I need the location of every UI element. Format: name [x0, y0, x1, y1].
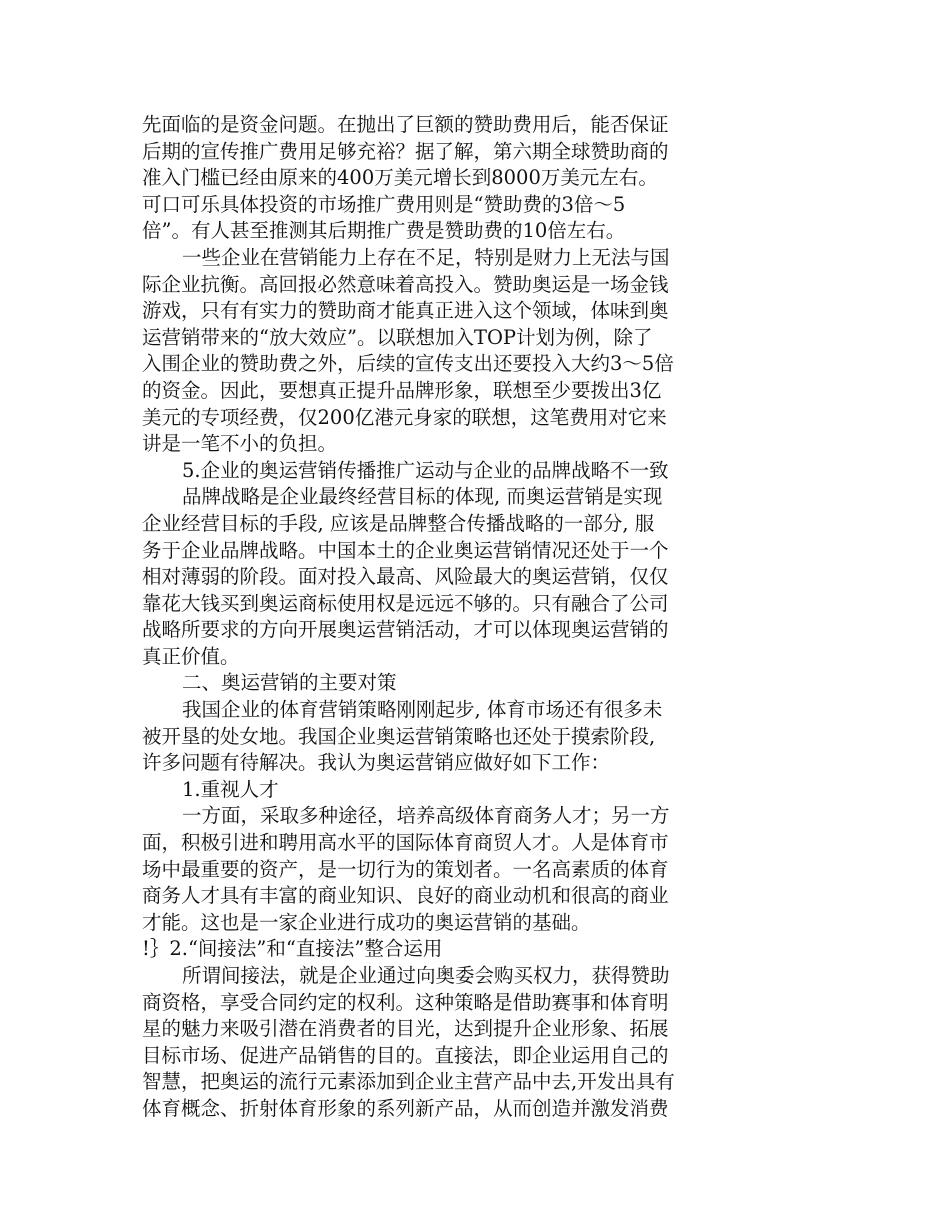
section-heading: 5.企业的奥运营销传播推广运动与企业的品牌战略不一致	[182, 458, 669, 482]
text-line: 后期的宣传推广费用足够充裕？据了解，第六期全球赞助商的	[142, 139, 669, 163]
text-line: 企业经营目标的手段, 应该是品牌整合传播战略的一部分, 服	[142, 511, 655, 535]
text-line: 讲是一笔不小的负担。	[142, 432, 338, 456]
text-line: 游戏，只有有实力的赞助商才能真正进入这个领域，体味到奥	[142, 299, 669, 323]
text-line: 商资格，享受合同约定的权利。这种策略是借助赛事和体育明	[142, 990, 669, 1014]
text-line: 许多问题有待解决。我认为奥运营销应做好如下工作：	[142, 751, 611, 775]
text-line: 的资金。因此，要想真正提升品牌形象，联想至少要拨出3亿	[142, 378, 662, 402]
text-line: 商务人才具有丰富的商业知识、良好的商业动机和很高的商业	[142, 884, 669, 908]
text-line: 真正价值。	[142, 644, 240, 668]
text-line: 运营销带来的“放大效应”。以联想加入TOP计划为例，除了	[142, 325, 653, 349]
text-line: 美元的专项经费，仅200亿港元身家的联想，这笔费用对它来	[142, 405, 667, 429]
text-line: 才能。这也是一家企业进行成功的奥运营销的基础。	[142, 910, 591, 934]
text-line: 面，积极引进和聘用高水平的国际体育商贸人才。人是体育市	[142, 831, 669, 855]
text-line: 战略所要求的方向开展奥运营销活动，才可以体现奥运营销的	[142, 618, 669, 642]
text-line: 靠花大钱买到奥运商标使用权是远远不够的。只有融合了公司	[142, 591, 669, 615]
document-body	[142, 112, 742, 1123]
text-line: 准入门槛已经由原来的400万美元增长到8000万美元左右。	[142, 166, 658, 190]
text-line: 体育概念、折射体育形象的系列新产品，从而创造并激发消费	[142, 1096, 669, 1120]
text-line: 相对薄弱的阶段。面对投入最高、风险最大的奥运营销，仅仅	[142, 565, 669, 589]
text-line: 际企业抗衡。高回报必然意味着高投入。赞助奥运是一场金钱	[142, 272, 669, 296]
text-line: 星的魅力来吸引潜在消费者的目光，达到提升企业形象、拓展	[142, 1017, 669, 1041]
text-line: 被开垦的处女地。我国企业奥运营销策略也还处于摸索阶段,	[142, 724, 656, 748]
paragraph-start-line: 一方面，采取多种途径，培养高级体育商务人才；另一方	[182, 804, 670, 828]
paragraph-start-line: 所谓间接法，就是企业通过向奥委会购买权力，获得赞助	[182, 964, 670, 987]
section-heading: 二、奥运营销的主要对策	[182, 671, 397, 695]
section-heading: 1.重视人才	[182, 777, 279, 801]
text-line: 场中最重要的资产，是一切行为的策划者。一名高素质的体育	[142, 857, 669, 881]
text-line: 目标市场、促进产品销售的目的。直接法，即企业运用自己的	[142, 1043, 669, 1067]
text-line: 智慧，把奥运的流行元素添加到企业主营产品中去,开发出具有	[142, 1070, 675, 1094]
text-line: 先面临的是资金问题。在抛出了巨额的赞助费用后，能否保证	[142, 113, 669, 136]
text-line: 可口可乐具体投资的市场推广费用则是“赞助费的3倍～5	[142, 192, 626, 216]
paragraph-start-line: 品牌战略是企业最终经营目标的体现, 而奥运营销是实现	[182, 485, 663, 509]
text-line: 倍”。有人甚至推测其后期推广费是赞助费的10倍左右。	[142, 219, 626, 243]
paragraph-start-line: 我国企业的体育营销策略刚刚起步, 体育市场还有很多未	[182, 698, 663, 722]
section-heading: !｝2.“间接法”和“直接法”整合运用	[142, 937, 443, 961]
paragraph-start-line: 一些企业在营销能力上存在不足，特别是财力上无法与国	[182, 245, 670, 269]
text-line: 务于企业品牌战略。中国本土的企业奥运营销情况还处于一个	[142, 538, 669, 562]
text-line: 入围企业的赞助费之外，后续的宣传支出还要投入大约3～5倍	[142, 352, 674, 376]
